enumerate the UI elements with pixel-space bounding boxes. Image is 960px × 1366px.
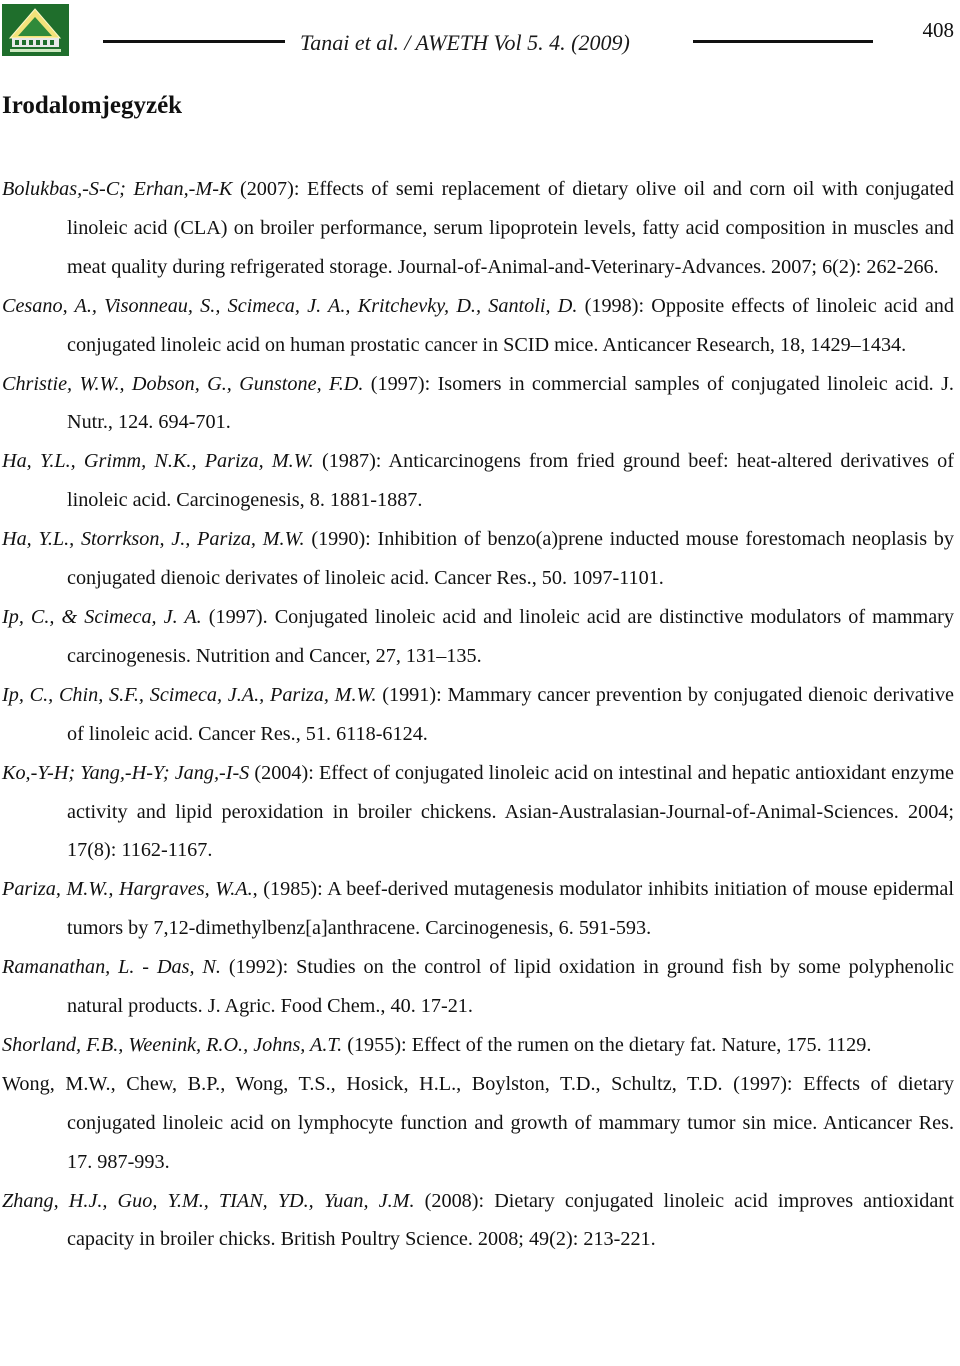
section-heading: Irodalomjegyzék [2,92,183,119]
reference-authors: Ramanathan, L. - Das, N. [2,956,221,979]
reference-text: (1987): Anticarcinogens from fried ground beef: heat-altered derivatives of linoleic acid. Carcinogenesis, 8. 1881-1887. [67,450,955,512]
header-rule-left [103,40,285,43]
reference-item [2,170,954,287]
reference-text: (1990): Inhibition of benzo(a)prene inducted mouse forestomach neoplasis by conjugated dienoic derivates of linoleic acid. Cancer Res., 50. 1097-1101. [67,528,954,590]
reference-text: (2007): Effects of semi replacement of dietary olive oil and corn oil with conjugated linoleic acid (CLA) on broiler performance, serum lipoprotein levels, fatty acid composition in muscles and meat quality during refrigerated storage. Journal-of-Animal-and-Veterinary-Advances. 2007; 6(2): 262-266. [67,178,954,278]
journal-logo [2,4,69,56]
reference-text: (1997): Effects of dietary conjugated linoleic acid on lymphocyte function and growth of mammary tumor sin mice. Anticancer Res. 17. 987-993. [67,1072,954,1173]
reference-item [2,1026,954,1065]
reference-item [2,520,954,598]
reference-item [2,1182,954,1260]
page-header [0,0,960,70]
reference-authors: Ha, Y.L., Storrkson, J., Pariza, M.W. [2,528,305,551]
reference-item [2,754,954,871]
reference-authors: Zhang, H.J., Guo, Y.M., TIAN, YD., Yuan, J.M. [2,1189,415,1212]
reference-item [2,442,954,520]
reference-item [2,870,954,948]
reference-text: (1998): Opposite effects of linoleic acid and conjugated linoleic acid on human prostatic cancer in SCID mice. Anticancer Research, 18, 1429–1434. [67,294,954,356]
reference-authors: Cesano, A., Visonneau, S., Scimeca, J. A., Kritchevky, D., Santoli, D. [2,294,578,317]
reference-item [2,598,954,676]
reference-list [2,170,954,1259]
reference-text: (2004): Effect of conjugated linoleic acid on intestinal and hepatic antioxidant enzyme activity and lipid peroxidation in broiler chickens. Asian-Australasian-Journal-of-Animal-Sciences. 2004; 17(8): 1162-1167. [67,761,954,862]
reference-item [2,948,954,1026]
reference-text: (2008): Dietary conjugated linoleic acid improves antioxidant capacity in broiler chicks. British Poultry Science. 2008; 49(2): 213-221. [67,1189,954,1251]
reference-authors: Bolukbas,-S-C; Erhan,-M-K [2,178,233,200]
reference-authors: Pariza, M.W., Hargraves, W.A. [2,878,253,901]
reference-authors: Ha, Y.L., Grimm, N.K., Pariza, M.W. [2,450,314,473]
page-number: 408 [922,18,954,42]
reference-item [2,1065,954,1182]
reference-item [2,676,954,754]
reference-authors: Ip, C., & Scimeca, J. A. [2,605,202,628]
reference-text: (1955): Effect of the rumen on the dietary fat. Nature, 175. 1129. [342,1033,872,1056]
reference-item [2,365,954,443]
reference-authors: Christie, W.W., Dobson, G., Gunstone, F.D. [2,372,364,395]
reference-authors: Shorland, F.B., Weenink, R.O., Johns, A.T. [2,1033,343,1056]
running-header: Tanai et al. / AWETH Vol 5. 4. (2009) [300,30,630,55]
reference-authors: Ko,-Y-H; Yang,-H-Y; Jang,-I-S [2,761,250,784]
reference-text: (1992): Studies on the control of lipid oxidation in ground fish by some polyphenolic natural products. J. Agric. Food Chem., 40. 17-21. [67,956,954,1018]
reference-text: , (1985): A beef-derived mutagenesis modulator inhibits initiation of mouse epidermal tumors by 7,12-dimethylbenz[a]anthracene. Carcinogenesis, 6. 591-593. [67,878,954,940]
reference-text: (1997). Conjugated linoleic acid and linoleic acid are distinctive modulators of mammary carcinogenesis. Nutrition and Cancer, 27, 131–135. [67,605,955,667]
reference-authors: Wong, M.W., Chew, B.P., Wong, T.S., Hosick, H.L., Boylston, T.D., Schultz, T.D. [2,1072,723,1095]
header-rule-right [693,40,873,43]
reference-item [2,287,954,365]
reference-text: (1997): Isomers in commercial samples of conjugated linoleic acid. J. Nutr., 124. 694-701. [67,372,954,434]
reference-authors: Ip, C., Chin, S.F., Scimeca, J.A., Pariza, M.W. [2,683,377,706]
reference-text: (1991): Mammary cancer prevention by conjugated dienoic derivative of linoleic acid. Cancer Res., 51. 6118-6124. [67,683,954,745]
